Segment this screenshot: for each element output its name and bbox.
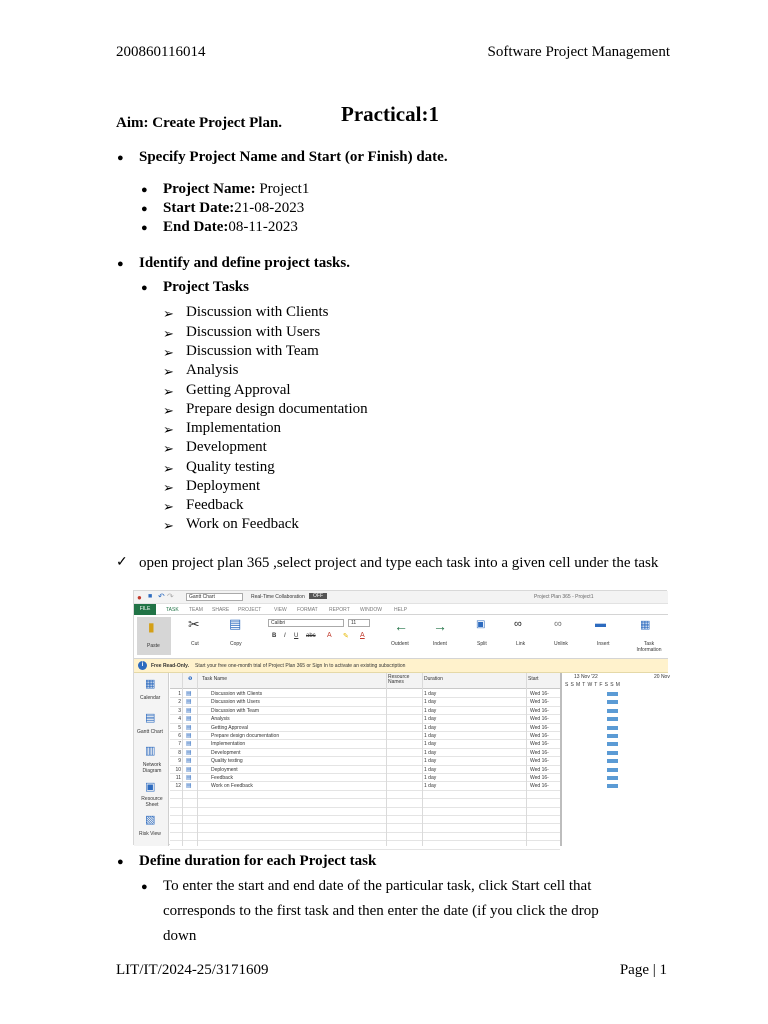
grid-divider	[386, 673, 387, 846]
realtime-state: OFF	[309, 593, 327, 599]
risk-icon: ▧	[145, 814, 156, 826]
indent-label: Indent	[433, 641, 447, 647]
table-row	[170, 808, 560, 816]
row-name: Feedback	[211, 775, 233, 781]
row-start: Wed 16-	[530, 716, 549, 723]
table-row	[170, 774, 560, 782]
view-sidebar	[134, 673, 169, 846]
row-start: Wed 16-	[530, 724, 549, 731]
arrow-bullet-icon: ➢	[163, 422, 174, 437]
row-start: Wed 16-	[530, 749, 549, 756]
col-info-icon: ❶	[188, 676, 193, 682]
paste-label: Paste	[147, 643, 160, 649]
insert-icon: ▬	[595, 618, 606, 630]
trial-notice	[134, 659, 668, 673]
section3-heading: Define duration for each Project task	[139, 853, 377, 869]
end-date-line: End Date:08-11-2023	[163, 219, 298, 235]
grid-header	[170, 673, 560, 689]
arrow-bullet-icon: ➢	[163, 306, 174, 321]
underline-icon: U	[294, 633, 299, 639]
arrow-bullet-icon: ➢	[163, 364, 174, 379]
unlink-label: Unlink	[554, 641, 568, 647]
gantt-week2: 20 Nov	[654, 674, 670, 680]
row-name: Work on Feedback	[211, 783, 253, 790]
unlink-icon: ∞	[554, 618, 562, 630]
network-icon: ▥	[145, 745, 156, 757]
row-duration: 1 day	[424, 724, 437, 731]
task-mode-icon: ▤	[186, 699, 192, 706]
grid-divider	[526, 673, 527, 846]
row-id: 8	[178, 749, 181, 756]
row-id: 11	[175, 775, 181, 781]
row-name: Deployment	[211, 766, 238, 773]
font-size-box: 11	[348, 619, 370, 627]
bullet-icon: ●	[117, 856, 124, 868]
gantt-week1: 13 Nov '22	[574, 674, 598, 680]
row-start: Wed 16-	[530, 707, 549, 714]
row-duration: 1 day	[424, 766, 437, 773]
check-note: open project plan 365 ,select project and type each task into a given cell under the task	[139, 555, 659, 571]
row-id: 5	[178, 724, 181, 731]
row-id: 4	[178, 716, 181, 723]
row-start: Wed 16-	[530, 691, 549, 697]
header-left: 200860116014	[116, 44, 206, 60]
section2-heading: Identify and define project tasks.	[139, 255, 350, 271]
quick-access-toolbar	[134, 591, 668, 604]
table-row	[170, 757, 560, 765]
col-start: Start	[528, 676, 539, 682]
arrow-bullet-icon: ➢	[163, 384, 174, 399]
table-row	[170, 782, 560, 790]
col-resource: Resource Names	[388, 674, 410, 685]
save-icon: ■	[148, 593, 153, 600]
arrow-bullet-icon: ➢	[163, 441, 174, 456]
sidebar-risk: Risk View	[139, 831, 161, 837]
split-icon: ▣	[476, 619, 486, 630]
project-plan-screenshot	[133, 590, 670, 845]
row-name: Quality testing	[211, 758, 243, 765]
table-row	[170, 833, 560, 841]
gantt-bar	[607, 742, 618, 746]
row-id: 12	[175, 783, 181, 790]
row-start: Wed 16-	[530, 741, 549, 748]
window-title: Project Plan 365 - Project1	[534, 594, 594, 600]
row-duration: 1 day	[424, 783, 437, 790]
task-mode-icon: ▤	[186, 724, 192, 731]
row-name: Development	[211, 749, 241, 756]
row-id: 7	[178, 741, 181, 748]
row-name: Discussion with Users	[211, 699, 260, 706]
task-mode-icon: ▤	[186, 691, 192, 697]
table-row	[170, 715, 560, 723]
row-duration: 1 day	[424, 716, 437, 723]
calendar-icon: ▦	[145, 678, 156, 690]
gantt-bar	[607, 784, 618, 788]
row-start: Wed 16-	[530, 783, 549, 790]
table-row	[170, 824, 560, 832]
tab-view: VIEW	[274, 607, 287, 613]
tab-report: REPORT	[329, 607, 350, 613]
gantt-bar	[607, 709, 618, 713]
section2-subheading: Project Tasks	[163, 279, 249, 295]
tab-file: FILE	[134, 604, 156, 615]
page-title: Practical:1	[341, 102, 439, 126]
copy-label: Copy	[230, 641, 242, 647]
highlight-icon: ✎	[343, 633, 349, 640]
cut-label: Cut	[191, 641, 199, 647]
task-mode-icon: ▤	[186, 783, 192, 790]
task-mode-icon: ▤	[186, 716, 192, 723]
row-start: Wed 16-	[530, 758, 549, 765]
section3-para-line: down	[163, 928, 197, 944]
task-mode-icon: ▤	[186, 758, 192, 765]
table-row	[170, 799, 560, 807]
notice-text: Start your free one-month trial of Project Plan 365 or Sign In to activate an existing subscription	[195, 663, 406, 669]
clear-format-icon: A	[327, 632, 332, 639]
row-name: Discussion with Team	[211, 707, 259, 714]
row-name: Getting Approval	[211, 724, 248, 731]
link-icon: ∞	[514, 618, 522, 630]
row-duration: 1 day	[424, 741, 437, 748]
gantt-bar	[607, 751, 618, 755]
redo-icon: ↷	[167, 592, 174, 601]
gantt-bar	[607, 734, 618, 738]
footer-left: LIT/IT/2024-25/3171609	[116, 962, 269, 978]
table-row	[170, 841, 560, 849]
row-id: 2	[178, 699, 181, 706]
task-item: Analysis	[186, 362, 239, 378]
link-label: Link	[516, 641, 526, 647]
notice-bold: Free Read-Only.	[151, 663, 189, 669]
row-duration: 1 day	[424, 691, 437, 697]
row-name: Prepare design documentation	[211, 733, 280, 739]
row-name: Analysis	[211, 716, 230, 723]
arrow-bullet-icon: ➢	[163, 518, 174, 533]
arrow-bullet-icon: ➢	[163, 403, 174, 418]
task-item: Discussion with Team	[186, 343, 319, 359]
task-mode-icon: ▤	[186, 733, 192, 739]
tab-team: TEAM	[189, 607, 203, 613]
footer-right: Page | 1	[619, 962, 667, 978]
gantt-days: S S M T W T F S S M	[565, 682, 621, 688]
font-color-icon: A	[360, 632, 365, 639]
task-item: Discussion with Clients	[186, 304, 329, 320]
row-duration: 1 day	[424, 758, 437, 765]
grid-divider	[182, 673, 183, 846]
tab-task: TASK	[166, 607, 179, 613]
gantt-icon: ▤	[145, 712, 156, 724]
task-item: Getting Approval	[186, 382, 291, 398]
row-start: Wed 16-	[530, 766, 549, 773]
gantt-bar	[607, 776, 618, 780]
sidebar-resource: Resource Sheet	[141, 796, 163, 808]
task-info-icon: ▦	[640, 619, 651, 631]
arrow-bullet-icon: ➢	[163, 480, 174, 495]
italic-icon: I	[284, 633, 286, 639]
outdent-label: Outdent	[391, 641, 409, 647]
ribbon-tabs	[134, 604, 668, 615]
table-row	[170, 732, 560, 740]
row-start: Wed 16-	[530, 775, 549, 781]
row-id: 9	[178, 758, 181, 765]
bullet-icon: ●	[117, 152, 124, 164]
task-mode-icon: ▤	[186, 749, 192, 756]
bullet-icon: ●	[141, 881, 148, 893]
arrow-bullet-icon: ➢	[163, 461, 174, 476]
bullet-icon: ●	[141, 222, 148, 234]
bullet-icon: ●	[141, 184, 148, 196]
col-task-name: Task Name	[202, 676, 228, 682]
table-row	[170, 690, 560, 698]
task-info-label: Task Information	[636, 641, 662, 653]
task-grid	[170, 673, 560, 846]
table-row	[170, 749, 560, 757]
table-row	[170, 740, 560, 748]
copy-icon: ▤	[229, 616, 242, 631]
tab-help: HELP	[394, 607, 408, 613]
col-duration: Duration	[424, 676, 443, 682]
paste-button	[137, 617, 171, 655]
task-item: Feedback	[186, 497, 244, 513]
table-row	[170, 766, 560, 774]
app-icon: ●	[137, 593, 142, 602]
row-duration: 1 day	[424, 733, 437, 739]
gantt-bar	[607, 717, 618, 721]
task-mode-icon: ▤	[186, 775, 192, 781]
row-duration: 1 day	[424, 707, 437, 714]
task-mode-icon: ▤	[186, 707, 192, 714]
row-id: 3	[178, 707, 181, 714]
gantt-bar	[607, 726, 618, 730]
font-name-box: Calibri	[268, 619, 344, 627]
sidebar-network: Network Diagram	[142, 762, 162, 774]
row-id: 10	[175, 766, 181, 773]
paste-icon: ▮	[148, 620, 155, 634]
row-start: Wed 16-	[530, 699, 549, 706]
grid-divider	[197, 673, 198, 846]
tab-window: WINDOW	[360, 607, 382, 613]
table-row	[170, 698, 560, 706]
split-label: Split	[477, 641, 487, 647]
task-item: Prepare design documentation	[186, 401, 368, 417]
gantt-bar	[607, 768, 618, 772]
task-item: Implementation	[186, 420, 281, 436]
grid-divider	[422, 673, 423, 846]
outdent-icon: ←	[394, 618, 408, 634]
aim-line: Aim: Create Project Plan.	[116, 115, 283, 131]
resource-icon: ▣	[145, 781, 156, 793]
checkmark-icon: ✓	[116, 555, 128, 570]
row-duration: 1 day	[424, 775, 437, 781]
realtime-label: Real-Time Collaboration	[251, 594, 305, 600]
section1-heading: Specify Project Name and Start (or Finish) date.	[139, 149, 448, 165]
ribbon	[134, 615, 668, 659]
table-row	[170, 816, 560, 824]
tab-format: FORMAT	[297, 607, 318, 613]
task-item: Deployment	[186, 478, 261, 494]
strikethrough-icon: abc	[306, 633, 316, 639]
arrow-bullet-icon: ➢	[163, 499, 174, 514]
bullet-icon: ●	[141, 203, 148, 215]
table-row	[170, 707, 560, 715]
gantt-bar	[607, 692, 618, 696]
indent-icon: →	[433, 618, 447, 634]
bullet-icon: ●	[141, 282, 148, 294]
row-id: 6	[178, 733, 181, 739]
task-item: Discussion with Users	[186, 324, 321, 340]
start-date-line: Start Date:21-08-2023	[163, 200, 305, 216]
tab-share: SHARE	[212, 607, 230, 613]
undo-icon: ↶	[158, 592, 165, 601]
gantt-bar	[607, 700, 618, 704]
bold-icon: B	[272, 633, 277, 639]
view-select: Gantt Chart	[186, 593, 243, 601]
sidebar-gantt: Gantt Chart	[137, 729, 163, 735]
cut-icon: ✂	[188, 616, 200, 632]
sidebar-calendar: Calendar	[140, 695, 161, 701]
task-item: Quality testing	[186, 459, 275, 475]
arrow-bullet-icon: ➢	[163, 326, 174, 341]
table-row	[170, 791, 560, 799]
row-duration: 1 day	[424, 699, 437, 706]
tab-project: PROJECT	[238, 607, 262, 613]
row-id: 1	[178, 691, 181, 697]
row-duration: 1 day	[424, 749, 437, 756]
header-right: Software Project Management	[487, 44, 670, 60]
task-item: Development	[186, 439, 267, 455]
gantt-bar	[607, 759, 618, 763]
row-start: Wed 16-	[530, 733, 549, 739]
row-name: Implementation	[211, 741, 246, 748]
task-item: Work on Feedback	[186, 516, 299, 532]
project-name-line: Project Name: Project1	[163, 181, 310, 197]
info-icon: i	[138, 661, 147, 670]
gantt-chart	[560, 673, 668, 846]
row-name: Discussion with Clients	[211, 691, 263, 697]
bullet-icon: ●	[117, 258, 124, 270]
table-row	[170, 724, 560, 732]
arrow-bullet-icon: ➢	[163, 345, 174, 360]
section3-para-line: corresponds to the first task and then enter the date (if you click the drop	[163, 903, 599, 919]
section3-para-line: To enter the start and end date of the particular task, click Start cell that	[163, 878, 592, 894]
insert-label: Insert	[597, 641, 610, 647]
task-mode-icon: ▤	[186, 741, 192, 748]
task-mode-icon: ▤	[186, 766, 192, 773]
